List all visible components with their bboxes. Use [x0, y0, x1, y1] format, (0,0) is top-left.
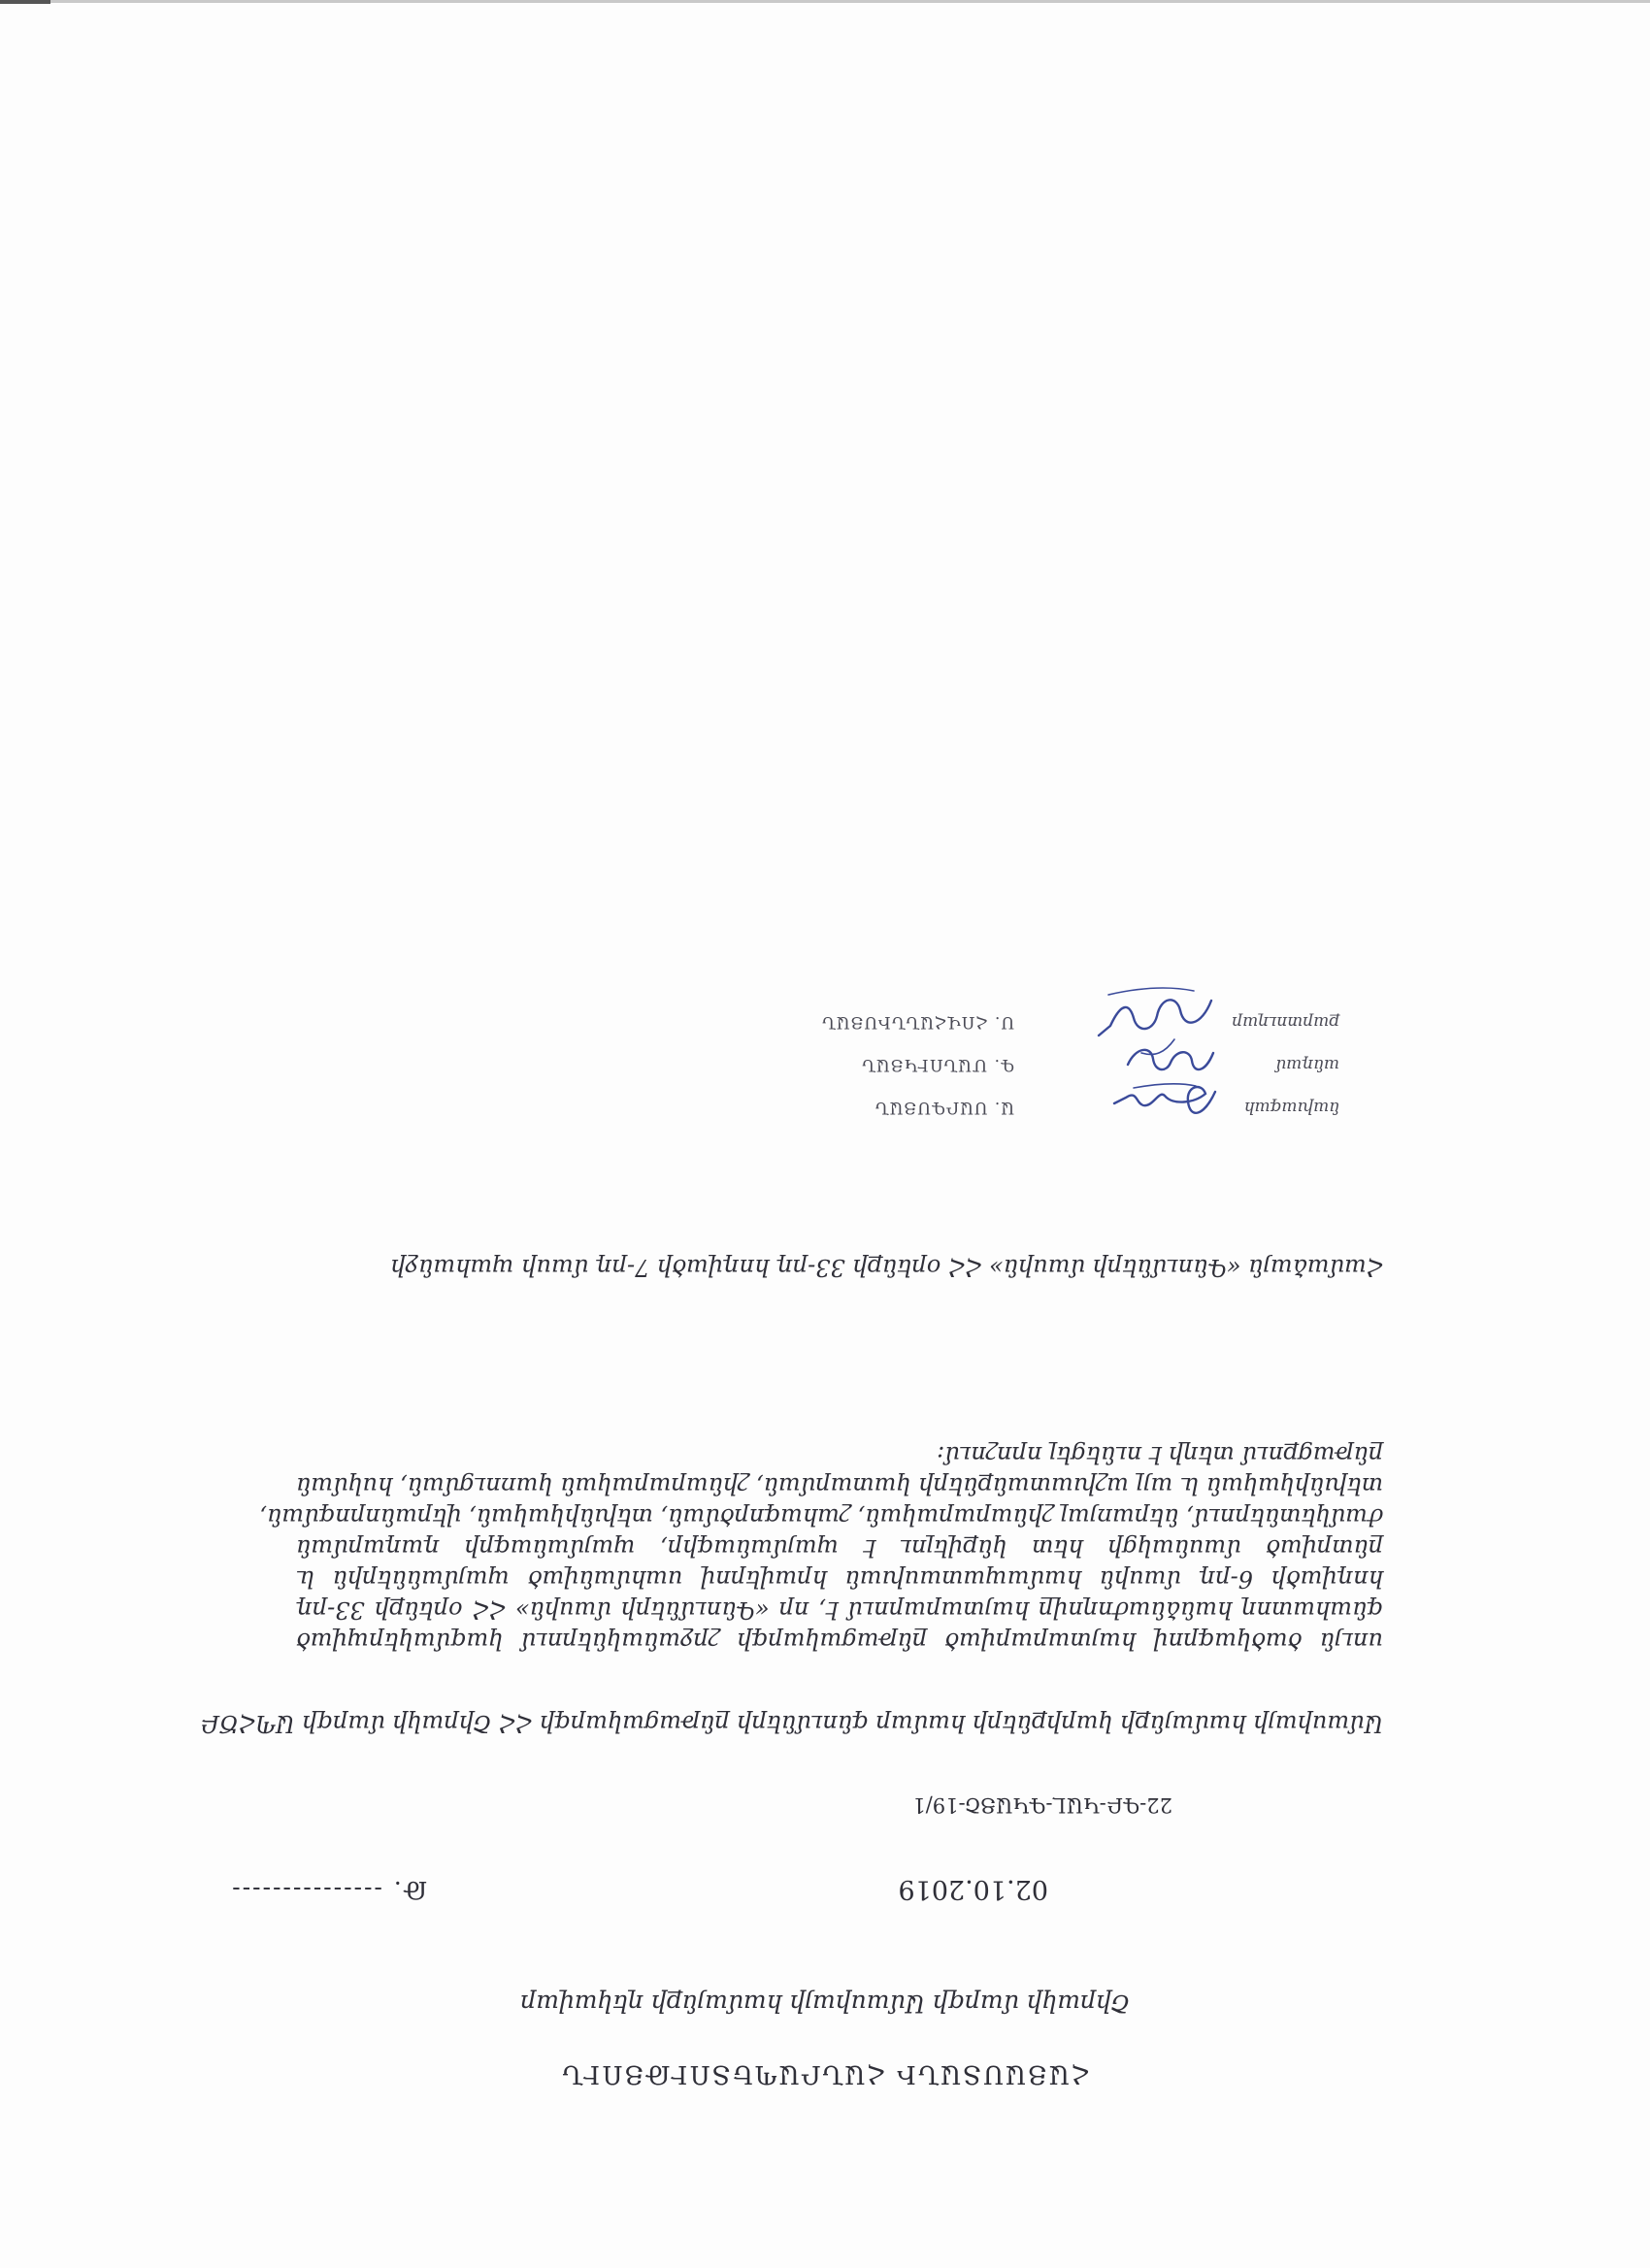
signature-title: անդամ [1275, 1055, 1339, 1074]
paragraph-line: Համաձայն «Գնումների մասին» ՀՀ օրենքի 33-րդ հոդվածի 7-րդ մասի պահանջի [390, 1254, 1383, 1281]
p-field: Թ. --------------- [230, 1876, 427, 1904]
signature-row-chair [796, 1090, 1339, 1125]
handwritten-signature-icon [1106, 1034, 1223, 1082]
signature-block [796, 979, 1339, 1125]
handwritten-signature-icon [1087, 981, 1223, 1039]
paragraph-body [259, 1439, 1383, 1657]
handwritten-signature-icon [1106, 1076, 1223, 1125]
signature-title: քարտուղար [1232, 1012, 1339, 1032]
signature-row-secretary [796, 1004, 1339, 1039]
signature-name: Ս. ՀՈՎՀԱՆՆԻՍՅԱՆ [821, 1012, 1014, 1032]
paragraph-intro [200, 1708, 1383, 1739]
paragraph-line: Ամասիայի համայնքի կարիքների համար գնումների ընթացակարգի ՀՀ Շիրակի մարզի ԱՊՀԾԲ [200, 1710, 1383, 1737]
paragraph-line: հոդվածի 6-րդ մասին համապատասխան հրավերով սահմանված պայմաններին և [296, 1565, 1383, 1593]
paragraph-line: գնահատող հանձնաժողովը հայտարարում է, որ «Գնումների մասին» ՀՀ օրենքի 33-րդ [296, 1596, 1383, 1624]
signature-title: նախագահ [1243, 1098, 1339, 1117]
document-date: 02.10.2019 [898, 1874, 1048, 1904]
reference-number: 22-ԳԲ-ԿԱԼ-ԳԿԱՑՇ-19/1 [912, 1793, 1172, 1817]
paragraph-line: սույն ծածկագրով հայտարարված ընթացակարգի շրջանակներում կազմակերպված [296, 1627, 1383, 1655]
document-subheading: Շիրակի մարզի Ամասիայի համայնքի ղեկավար [520, 1989, 1130, 2018]
paragraph-line: ընթացքում տեղի է ունեցել որոշում: [937, 1441, 1383, 1468]
paragraph-line: ժամկետներում, ներառյալ շինարարական, շահագործման, տեխնիկական, վերանորոգման, [259, 1503, 1383, 1530]
paragraph-line: ընտրված մասնակցի հետ կնքվելու է պայմանագիր, պայմանագրի դադարման [296, 1534, 1383, 1561]
signature-name: Գ. ՄԱՆՈՒԿՅԱՆ [861, 1055, 1014, 1074]
paragraph-line: տեխնիկական և այլ աշխատանքների կատարման, շինարարական կառուցման, հսկման [296, 1472, 1383, 1499]
document-heading: ՀԱՅԱՍՏԱՆԻ ՀԱՆՐԱՊԵՏՈՒԹՅՈՒՆ [560, 2059, 1090, 2088]
paragraph-closing [296, 1252, 1383, 1283]
signature-name: Ա. ՍԱՐԳՍՅԱՆ [874, 1098, 1014, 1117]
signature-row-member [796, 1047, 1339, 1082]
